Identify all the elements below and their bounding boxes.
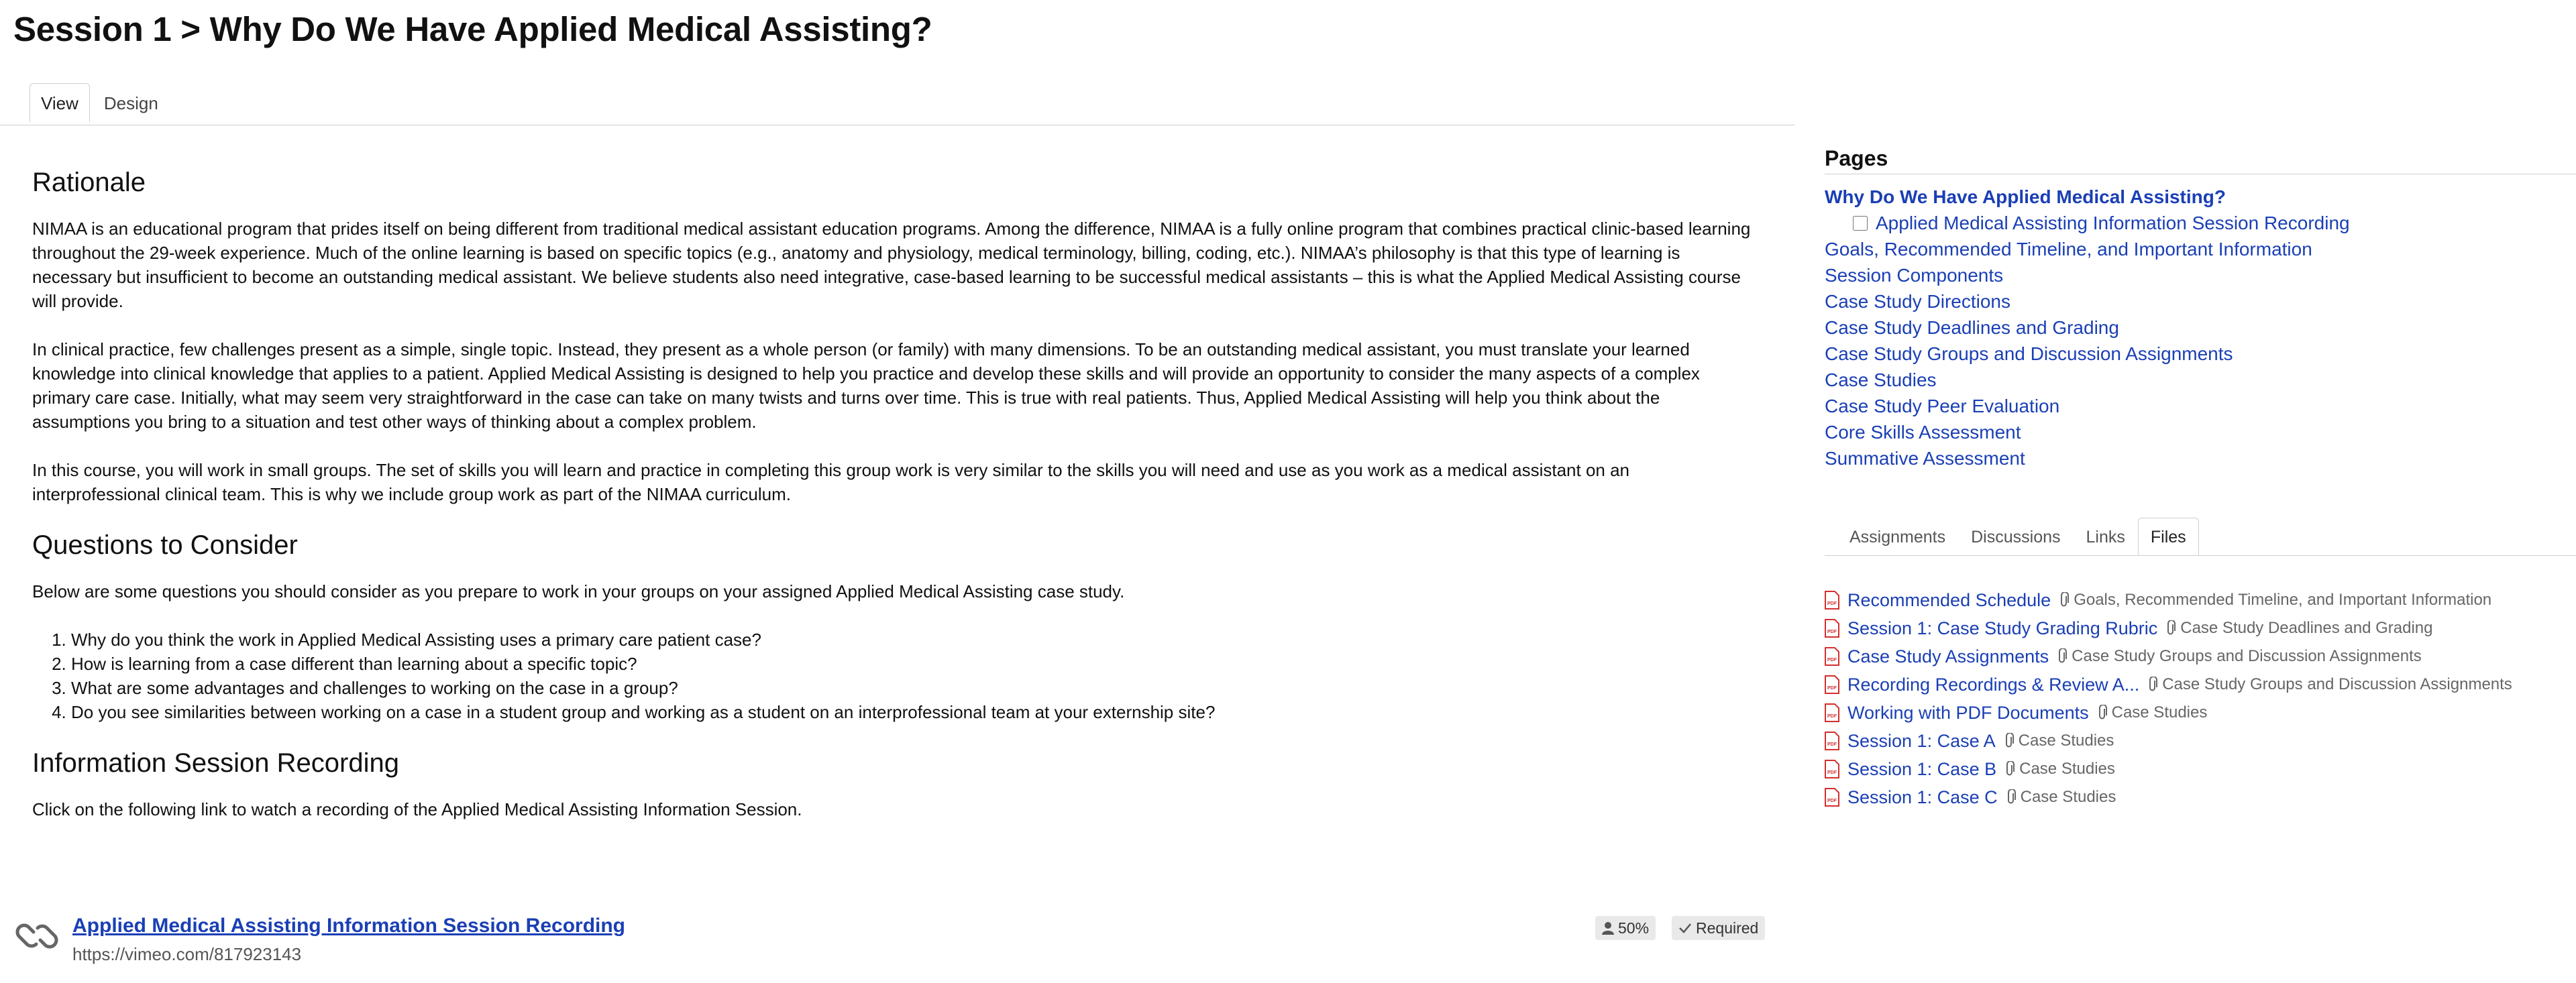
user-icon <box>1602 921 1614 935</box>
pdf-icon <box>1825 732 1839 750</box>
rationale-paragraph: NIMAA is an educational program that prides itself on being different from traditional medical assistant education programs. Among the difference, NIMAA is a fully online program that combines practical clinic-based learning throughout the 29-week experience. Much of the online learning is based on specific topics (e.g., anatomy and physiology, medical terminology, billing, coding, etc.). NIMAA’s philosophy is that this type of learning is necessary but insufficient to become an outstanding medical assistant. We believe students also need integrative, case-based learning to be successful medical assistants – this is what the Applied Medical Assisting course will provide. <box>32 219 1751 311</box>
progress-badge <box>1595 916 1656 940</box>
file-link[interactable]: Session 1: Case B <box>1847 758 1997 779</box>
required-badge <box>1672 916 1765 940</box>
files-list <box>1825 586 2576 811</box>
page-complete-checkbox[interactable] <box>1853 216 1868 231</box>
attachment-icon <box>2006 789 2017 805</box>
main-content <box>32 168 1756 846</box>
svg-text:PDF: PDF <box>1827 714 1837 719</box>
page-link[interactable]: Case Studies <box>1825 369 1937 390</box>
file-link[interactable]: Recommended Schedule <box>1847 589 2051 610</box>
file-page-label: Case Studies <box>2019 760 2115 778</box>
page-title: Session 1 > Why Do We Have Applied Medical Assisting? <box>13 10 932 48</box>
page-link[interactable]: Session Components <box>1825 265 2004 286</box>
page-link-current[interactable]: Why Do We Have Applied Medical Assisting? <box>1825 186 2226 207</box>
file-page-label: Case Studies <box>2018 732 2114 750</box>
pdf-icon <box>1825 703 1839 722</box>
file-row <box>1825 671 2576 699</box>
attachment-icon <box>2004 733 2015 749</box>
resource-tabs <box>1825 518 2576 556</box>
svg-text:PDF: PDF <box>1827 658 1837 662</box>
pdf-icon <box>1825 760 1839 778</box>
resource-tabs-divider <box>1825 555 2576 556</box>
tab-assignments[interactable]: Assignments <box>1849 528 1946 546</box>
recording-intro: Click on the following link to watch a recording of the Applied Medical Assisting Information Session. <box>32 799 802 819</box>
file-page-label: Case Study Deadlines and Grading <box>2180 619 2433 637</box>
recording-heading: Information Session Recording <box>32 748 399 778</box>
tab-discussions[interactable]: Discussions <box>1971 528 2061 546</box>
pdf-icon <box>1825 675 1839 694</box>
svg-text:PDF: PDF <box>1827 601 1837 606</box>
pdf-icon <box>1825 591 1839 610</box>
recording-url: https://vimeo.com/817923143 <box>72 944 302 964</box>
question-item: 2. How is learning from a case different than learning about a specific topic? <box>71 652 1756 676</box>
file-page-label: Case Studies <box>2111 703 2208 721</box>
attachment-icon <box>2059 592 2070 608</box>
svg-text:PDF: PDF <box>1827 742 1837 747</box>
page-link[interactable]: Case Study Directions <box>1825 291 2011 312</box>
view-tabs <box>30 83 170 122</box>
page-link[interactable]: Goals, Recommended Timeline, and Important Information <box>1825 239 2312 259</box>
attachment-icon <box>2004 761 2015 777</box>
file-page-label: Case Study Groups and Discussion Assignments <box>2162 675 2512 693</box>
check-icon <box>1678 922 1692 934</box>
file-row <box>1825 586 2576 614</box>
page-link[interactable]: Case Study Deadlines and Grading <box>1825 317 2119 338</box>
file-row <box>1825 755 2576 783</box>
questions-heading: Questions to Consider <box>32 530 298 560</box>
tab-view[interactable]: View <box>30 83 90 122</box>
attachment-icon <box>2165 620 2176 636</box>
question-item: 3. What are some advantages and challenges to working on the case in a group? <box>71 676 1756 700</box>
required-label: Required <box>1696 919 1759 937</box>
progress-value: 50% <box>1618 919 1650 937</box>
attachment-icon <box>2097 705 2108 721</box>
questions-list <box>32 628 1756 724</box>
svg-text:PDF: PDF <box>1827 770 1837 775</box>
file-link[interactable]: Session 1: Case Study Grading Rubric <box>1847 618 2158 638</box>
svg-text:PDF: PDF <box>1827 630 1837 634</box>
recording-link-card <box>13 915 1774 975</box>
pdf-icon <box>1825 788 1839 807</box>
pages-heading: Pages <box>1825 146 2576 174</box>
svg-text:PDF: PDF <box>1827 686 1837 691</box>
file-page-label: Goals, Recommended Timeline, and Important Information <box>2074 591 2492 609</box>
svg-text:PDF: PDF <box>1827 799 1837 803</box>
pdf-icon <box>1825 647 1839 666</box>
file-link[interactable]: Session 1: Case A <box>1847 730 1996 751</box>
tab-design[interactable]: Design <box>103 93 158 113</box>
page-link[interactable]: Applied Medical Assisting Information Session Recording <box>1876 213 2350 233</box>
file-row <box>1825 642 2576 671</box>
file-row <box>1825 699 2576 727</box>
page-link[interactable]: Case Study Groups and Discussion Assignments <box>1825 343 2233 364</box>
sub-page-item <box>1825 210 2576 236</box>
file-page-label: Case Study Groups and Discussion Assignments <box>2072 647 2422 665</box>
file-link[interactable]: Recording Recordings & Review A... <box>1847 674 2140 695</box>
file-page-label: Case Studies <box>2020 788 2116 806</box>
rationale-heading: Rationale <box>32 168 146 197</box>
pages-panel <box>1825 146 2576 471</box>
attachment-icon <box>2147 677 2158 693</box>
tab-links[interactable]: Links <box>2086 528 2125 546</box>
file-row <box>1825 614 2576 642</box>
pdf-icon <box>1825 619 1839 638</box>
link-icon <box>13 917 60 958</box>
question-item: 1. Why do you think the work in Applied Medical Assisting uses a primary care patient case? <box>71 628 1756 652</box>
file-link[interactable]: Case Study Assignments <box>1847 646 2049 667</box>
tab-files[interactable]: Files <box>2138 518 2199 555</box>
file-row <box>1825 783 2576 811</box>
question-item: 4. Do you see similarities between working on a case in a student group and working as a student on an interprofessional team at your externship site? <box>71 700 1756 724</box>
page-link[interactable]: Case Study Peer Evaluation <box>1825 396 2060 416</box>
pages-list <box>1825 184 2576 471</box>
file-link[interactable]: Working with PDF Documents <box>1847 702 2089 723</box>
page-link[interactable]: Summative Assessment <box>1825 448 2025 469</box>
rationale-paragraph: In this course, you will work in small groups. The set of skills you will learn and practice in completing this group work is very similar to the skills you will need and use as you work as a medical assistant on an interprofessional clinical team. This is why we include group work as part of the NIMAA curriculum. <box>32 460 1630 504</box>
attachment-icon <box>2057 648 2068 664</box>
page-link[interactable]: Core Skills Assessment <box>1825 422 2021 443</box>
recording-link[interactable]: Applied Medical Assisting Information Session Recording <box>72 915 626 937</box>
questions-intro: Below are some questions you should consider as you prepare to work in your groups on your assigned Applied Medical Assisting case study. <box>32 581 1125 601</box>
file-row <box>1825 727 2576 755</box>
rationale-paragraph: In clinical practice, few challenges present as a simple, single topic. Instead, they present as a whole person (or family) with many dimensions. To be an outstanding medical assistant, you must translate your learned knowledge into clinical knowledge that applies to a patient. Applied Medical Assisting is designed to help you practice and develop these skills and will provide an opportunity to consider the many aspects of a complex primary care case. Initially, what may seem very straightforward in the case can take on many twists and turns over time. This is true with real patients. Thus, Applied Medical Assisting will help you think about the assumptions you bring to a situation and test other ways of thinking about a complex problem. <box>32 339 1700 432</box>
file-link[interactable]: Session 1: Case C <box>1847 787 1998 807</box>
